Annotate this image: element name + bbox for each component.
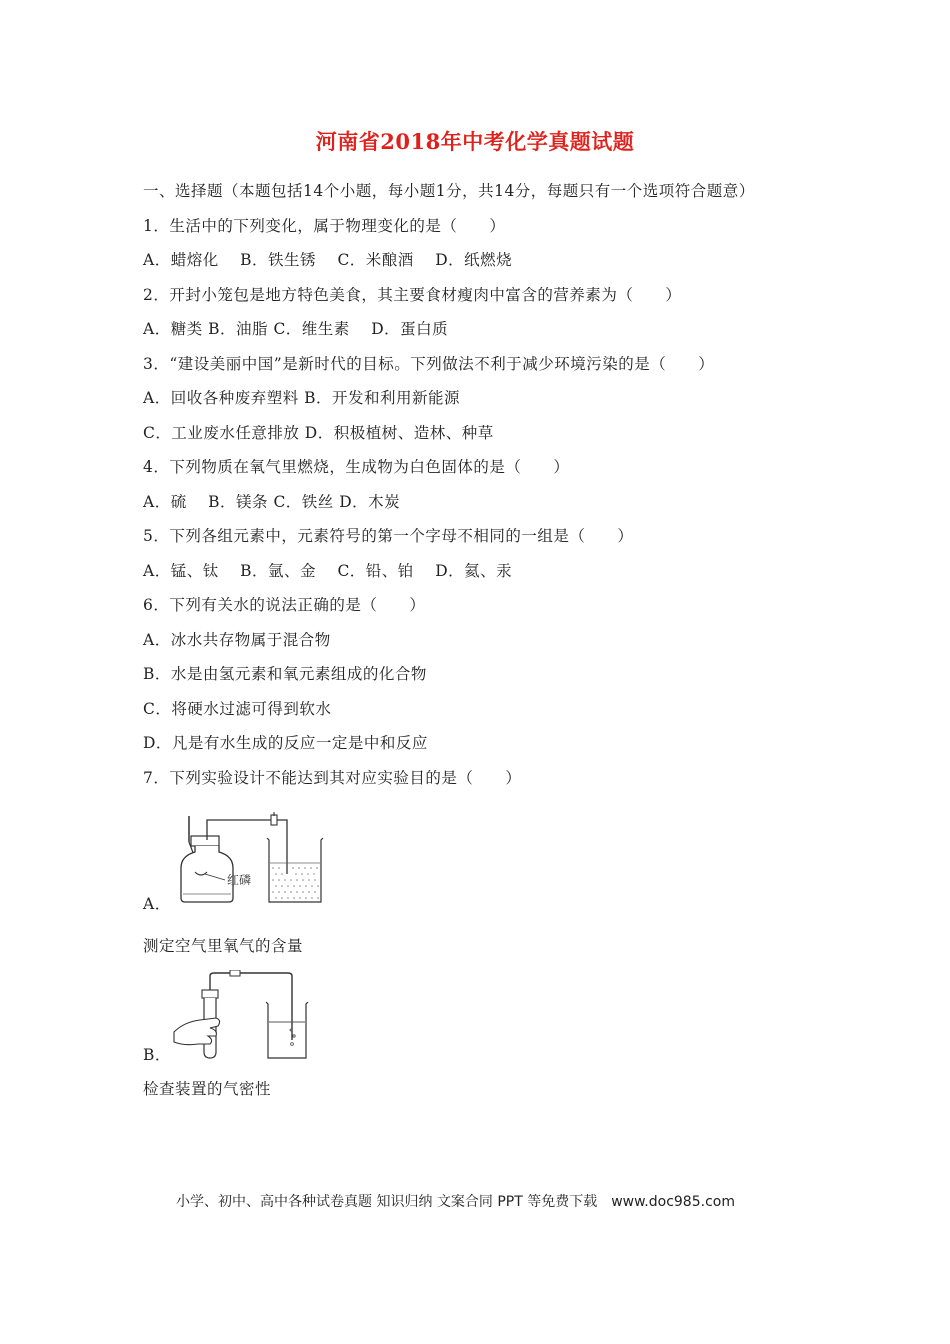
page-title: 河南省2018年中考化学真题试题 [315, 129, 635, 154]
question-2-options: A．糖类 B．油脂 C．维生素 D．蛋白质 [143, 320, 449, 338]
red-phosphorus-label: 红磷 [227, 873, 252, 887]
question-7-option-a-letter: A． [143, 895, 171, 913]
question-7-stem: 7．下列实验设计不能达到其对应实验目的是（ ） [143, 769, 522, 787]
question-2-stem: 2．开封小笼包是地方特色美食，其主要食材瘦肉中富含的营养素为（ ） [143, 286, 682, 304]
question-7-option-a-caption: 测定空气里氧气的含量 [143, 937, 304, 955]
question-6-option-d: D．凡是有水生成的反应一定是中和反应 [143, 734, 428, 752]
question-3-options-cd: C．工业废水任意排放 D．积极植树、造林、种草 [143, 424, 494, 442]
question-6-stem: 6．下列有关水的说法正确的是（ ） [143, 596, 426, 614]
question-1-options: A．蜡熔化 B．铁生锈 C．米酿酒 D．纸燃烧 [143, 251, 513, 269]
question-7-option-b-caption: 检查装置的气密性 [143, 1080, 272, 1098]
question-5-stem: 5．下列各组元素中，元素符号的第一个字母不相同的一组是（ ） [143, 527, 634, 545]
question-7-option-b-letter: B． [143, 1046, 171, 1064]
page-footer: 小学、初中、高中各种试卷真题 知识归纳 文案合同 PPT 等免费下载 www.doc985.com [176, 1194, 735, 1210]
question-6-option-a: A．冰水共存物属于混合物 [143, 631, 331, 649]
question-3-options-ab: A．回收各种废弃塑料 B．开发和利用新能源 [143, 389, 461, 407]
question-4-stem: 4．下列物质在氧气里燃烧，生成物为白色固体的是（ ） [143, 458, 570, 476]
airtightness-apparatus-figure [170, 970, 310, 1060]
question-6-option-b: B．水是由氢元素和氧元素组成的化合物 [143, 665, 427, 683]
question-4-options: A．硫 B．镁条 C．铁丝 D．木炭 [143, 493, 401, 511]
question-3-stem: 3．“建设美丽中国”是新时代的目标。下列做法不利于减少环境污染的是（ ） [143, 355, 715, 373]
question-1-stem: 1．生活中的下列变化，属于物理变化的是（ ） [143, 217, 506, 235]
question-6-option-c: C．将硬水过滤可得到软水 [143, 700, 332, 718]
section-heading: 一、选择题（本题包括14个小题，每小题1分，共14分，每题只有一个选项符合题意） [143, 182, 755, 200]
oxygen-content-apparatus-figure [175, 812, 325, 908]
question-5-options: A．锰、钛 B．氩、金 C．铅、铂 D．氦、汞 [143, 562, 513, 580]
